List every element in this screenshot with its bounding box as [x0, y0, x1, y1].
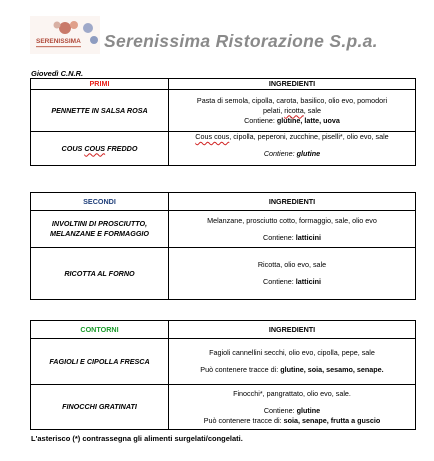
dish-ingredients: [169, 248, 416, 300]
dish-name: FINOCCHI GRATINATI: [31, 385, 169, 430]
dish-name: COUS COUS FREDDO: [31, 132, 169, 166]
allergens-line: Contiene: glutine: [263, 405, 321, 415]
ingredients-line: Cous cous, cipolla, peperoni, zucchine, piselli*, olio evo, sale: [195, 132, 389, 141]
dish-name: RICOTTA AL FORNO: [31, 248, 169, 300]
footnote: L'asterisco (*) contrassegna gli alimenti surgelati/congelati.: [31, 434, 243, 443]
dish-ingredients: [169, 339, 416, 385]
spelling-flag: Cous cous: [195, 132, 230, 141]
ingredients-line: Fagioli cannellini secchi, olio evo, cipolla, pepe, sale: [209, 348, 375, 357]
dish-ingredients: [169, 132, 416, 166]
allergens-line: Può contenere tracce di: glutine, soia, sesamo, senape.: [200, 365, 384, 374]
logo-text: SERENISSIMA: [36, 38, 81, 45]
dish-name: FAGIOLI E CIPOLLA FRESCA: [31, 339, 169, 385]
table-row: [31, 339, 416, 385]
company-logo: [30, 16, 100, 54]
ingredients-line: Pasta di semola, cipolla, carota, basilico, olio evo, pomodori: [196, 95, 388, 105]
company-name: Serenissima Ristorazione S.p.a.: [104, 31, 378, 51]
dish-name: INVOLTINI DI PROSCIUTTO, MELANZANE E FORMAGGIO: [31, 211, 169, 248]
document-header: [0, 0, 434, 66]
dish-name: PENNETTE IN SALSA ROSA: [31, 90, 169, 132]
ingredients-header: INGREDIENTI: [169, 79, 416, 90]
table-row: [31, 132, 416, 166]
ingredients-line: pelati, ricotta, sale: [263, 105, 321, 115]
table-row: [31, 385, 416, 430]
dish-ingredients: [169, 90, 416, 132]
ingredients-header: INGREDIENTI: [169, 321, 416, 339]
dish-ingredients: [169, 211, 416, 248]
allergens-line: Contiene: glutine: [263, 149, 321, 158]
dish-ingredients: [169, 385, 416, 430]
allergens-line: Contiene: latticini: [263, 277, 321, 286]
table-row: [31, 248, 416, 300]
contorni-table: [30, 320, 416, 430]
ingredients-line: Finocchi*, pangrattato, olio evo, sale.: [233, 388, 351, 398]
table-row: [31, 211, 416, 248]
spelling-flag: COUS: [84, 143, 106, 153]
section-title-primi: PRIMI: [31, 79, 169, 90]
allergens-line: Contiene: latticini: [263, 232, 321, 242]
spelling-flag: ricotta: [284, 105, 304, 115]
ingredients-line: Melanzane, prosciutto cotto, formaggio, sale, olio evo: [207, 215, 377, 225]
ingredients-header: INGREDIENTI: [169, 193, 416, 211]
section-title-contorni: CONTORNI: [31, 321, 169, 339]
table-row: [31, 90, 416, 132]
allergens-line: Può contenere tracce di: soia, senape, frutta a guscio: [203, 415, 381, 425]
secondi-table: [30, 192, 416, 300]
section-title-secondi: SECONDI: [31, 193, 169, 211]
menu-date: Giovedì C.N.R.: [31, 69, 84, 78]
primi-table: [30, 78, 416, 166]
allergens-line: Contiene: glutine, latte, uova: [244, 115, 340, 125]
ingredients-line: Ricotta, olio evo, sale: [257, 260, 327, 269]
